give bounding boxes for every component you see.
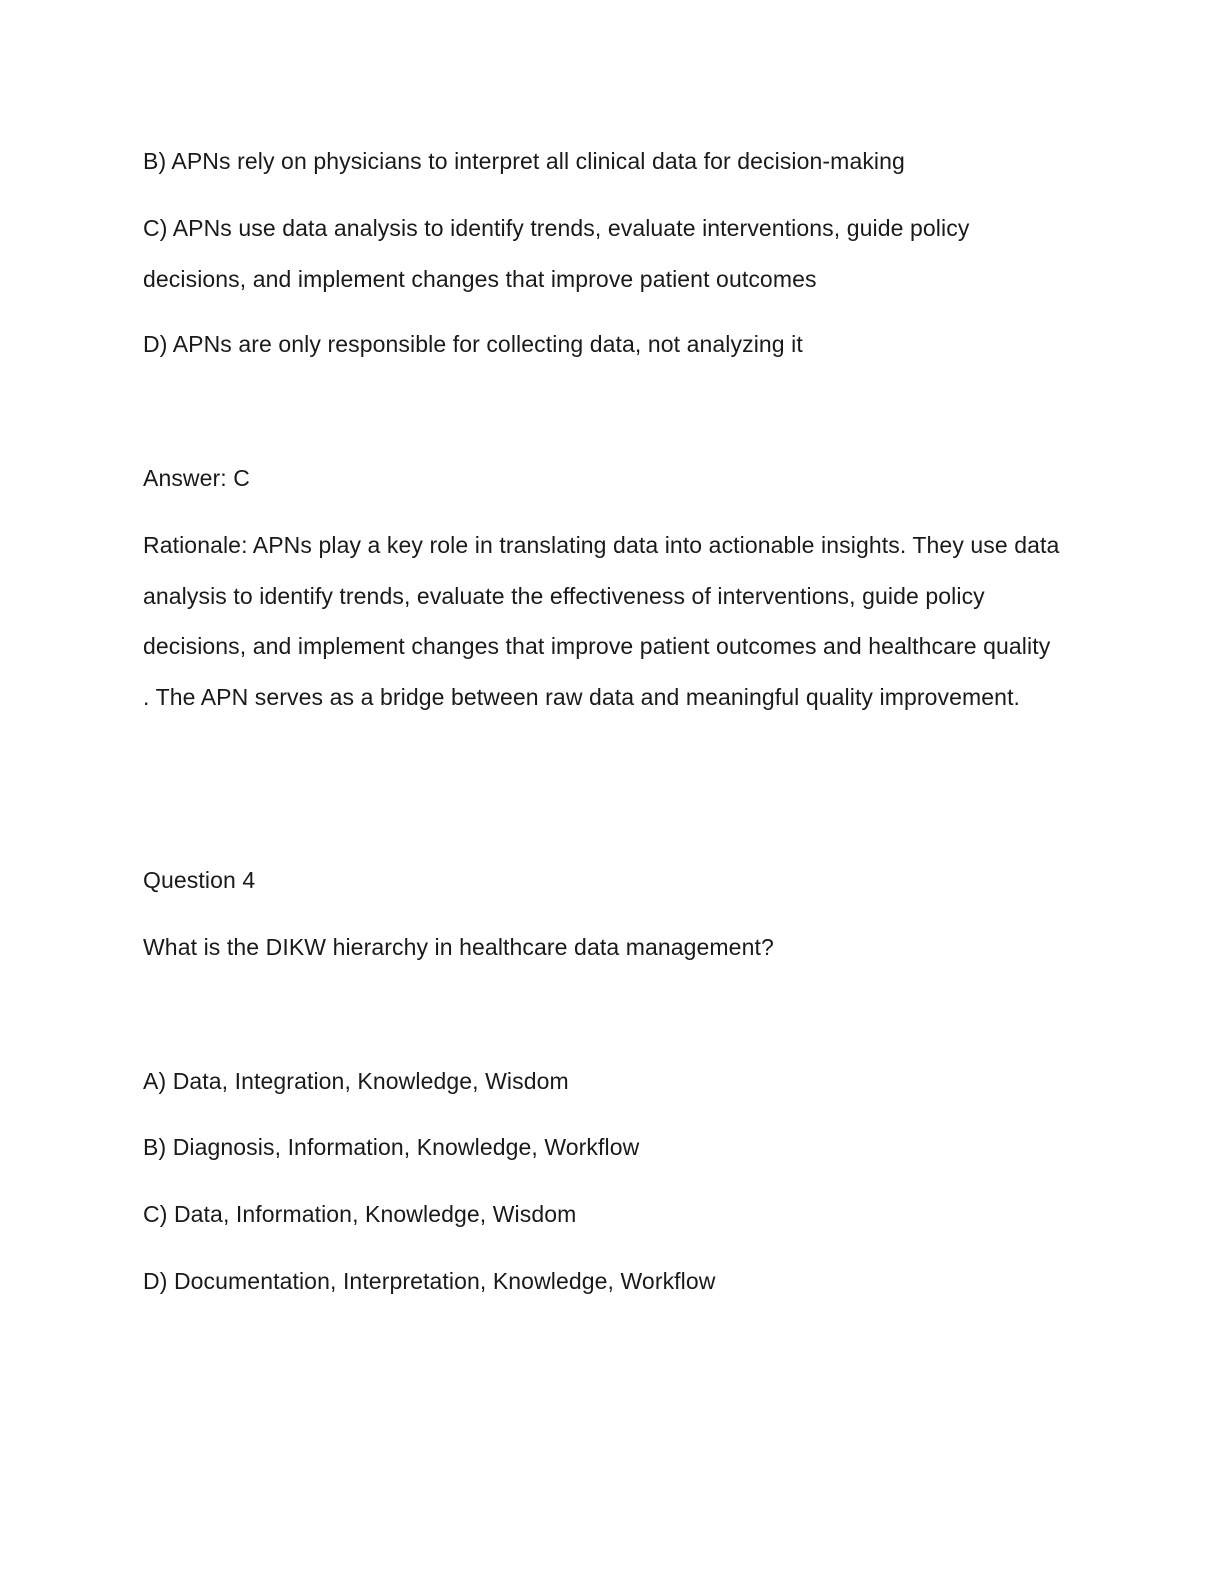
question-prompt: What is the DIKW hierarchy in healthcare data management?	[143, 934, 774, 960]
question-4-option-a: A) Data, Integration, Knowledge, Wisdom	[143, 1068, 569, 1094]
option-b: B) APNs rely on physicians to interpret all clinical data for decision-making	[143, 148, 905, 174]
option-c: C) APNs use data analysis to identify trends, evaluate interventions, guide policy decisions, and implement changes that improve patient outcomes	[143, 215, 970, 292]
option-d: D) APNs are only responsible for collecting data, not analyzing it	[143, 331, 803, 357]
answer-line: Answer: C	[143, 465, 250, 491]
rationale-paragraph: Rationale: APNs play a key role in translating data into actionable insights. They use data analysis to identify trends, evaluate the effectiveness of interventions, guide policy decisions, and implement changes that improve patient outcomes and healthcare quality . The APN serves as a bridge between raw data and meaningful quality improvement.	[143, 532, 1060, 710]
question-4-option-b: B) Diagnosis, Information, Knowledge, Workflow	[143, 1134, 640, 1160]
question-4-option-c: C) Data, Information, Knowledge, Wisdom	[143, 1201, 577, 1227]
question-4-option-d: D) Documentation, Interpretation, Knowledge, Workflow	[143, 1268, 716, 1294]
question-heading: Question 4	[143, 867, 256, 893]
